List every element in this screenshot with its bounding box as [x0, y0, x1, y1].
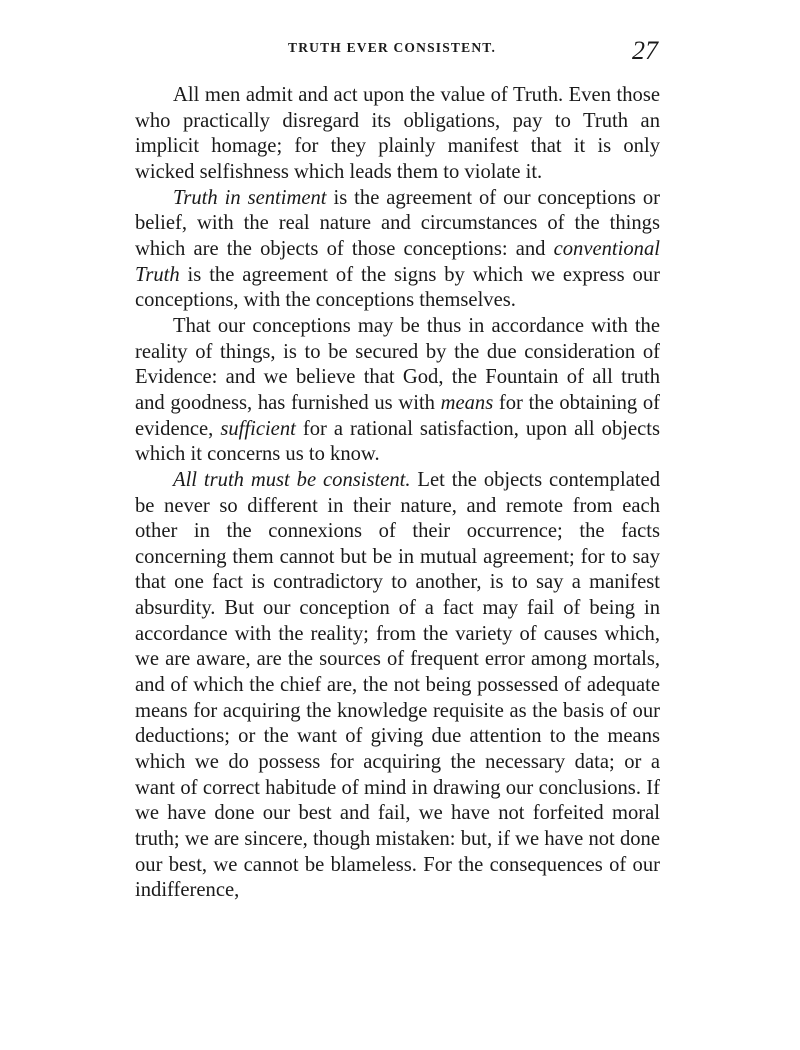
italic-phrase-conventional-truth: conventional Truth: [135, 237, 660, 286]
text-run: is the agreement of our conceptions or belief, with the real nature and circumstances of the things which are the objects of those conceptions: and: [135, 186, 661, 260]
paragraph-3: [135, 314, 660, 468]
paragraph-2: [135, 186, 660, 314]
body-text: [135, 83, 660, 904]
book-page: [135, 38, 660, 904]
italic-phrase-all-truth-consistent: All truth must be consistent.: [173, 468, 411, 491]
text-run: Let the objects contemplated be never so different in their nature, and remote from each other in the connexions of their occurrence; the facts concerning them cannot but be in mutual agreement; for to say that one fact is contradictory to another, is to say a manifest absurdity. But our conception of a fact may fail of being in accordance with the reality; from the variety of causes which, we are aware, are the sources of frequent error among mortals, and of which the chief are, the not being possessed of adequate means for acquiring the knowledge requisite as the basis of our deductions; or the want of giving due attention to the means which we do possess for acquiring the necessary data; or a want of correct habitude of mind in drawing our conclusions. If we have done our best and fail, we have not forfeited moral truth; we are sincere, though mistaken: but, if we have not done our best, we cannot be blameless. For the consequences of our indifference,: [135, 468, 660, 902]
text-run: for a rational satisfaction, upon all objects which it concerns us to know.: [135, 417, 660, 466]
page-number: 27: [632, 36, 658, 65]
italic-word-means: means: [440, 391, 494, 414]
italic-word-sufficient: sufficient: [220, 417, 296, 440]
running-head: [135, 38, 660, 74]
paragraph-1: [135, 83, 660, 186]
text-run: is the agreement of the signs by which we express our conceptions, with the conceptions themselves.: [135, 263, 660, 312]
paragraph-4: [135, 468, 660, 904]
running-title: TRUTH EVER CONSISTENT.: [288, 40, 497, 55]
italic-phrase-truth-in-sentiment: Truth in sentiment: [173, 186, 327, 209]
text-run: All men admit and act upon the value of Truth. Even those who practically disregard its obligations, pay to Truth an implicit homage; for they plainly manifest that it is only wicked selfishness which leads them to violate it.: [135, 84, 660, 183]
text-run: That our conceptions may be thus in accordance with the reality of things, is to be secured by the due consideration of Evidence: and we believe that God, the Fountain of all truth and goodness, has furnished us with: [135, 314, 660, 414]
text-run: for the obtaining of evidence,: [135, 391, 660, 440]
